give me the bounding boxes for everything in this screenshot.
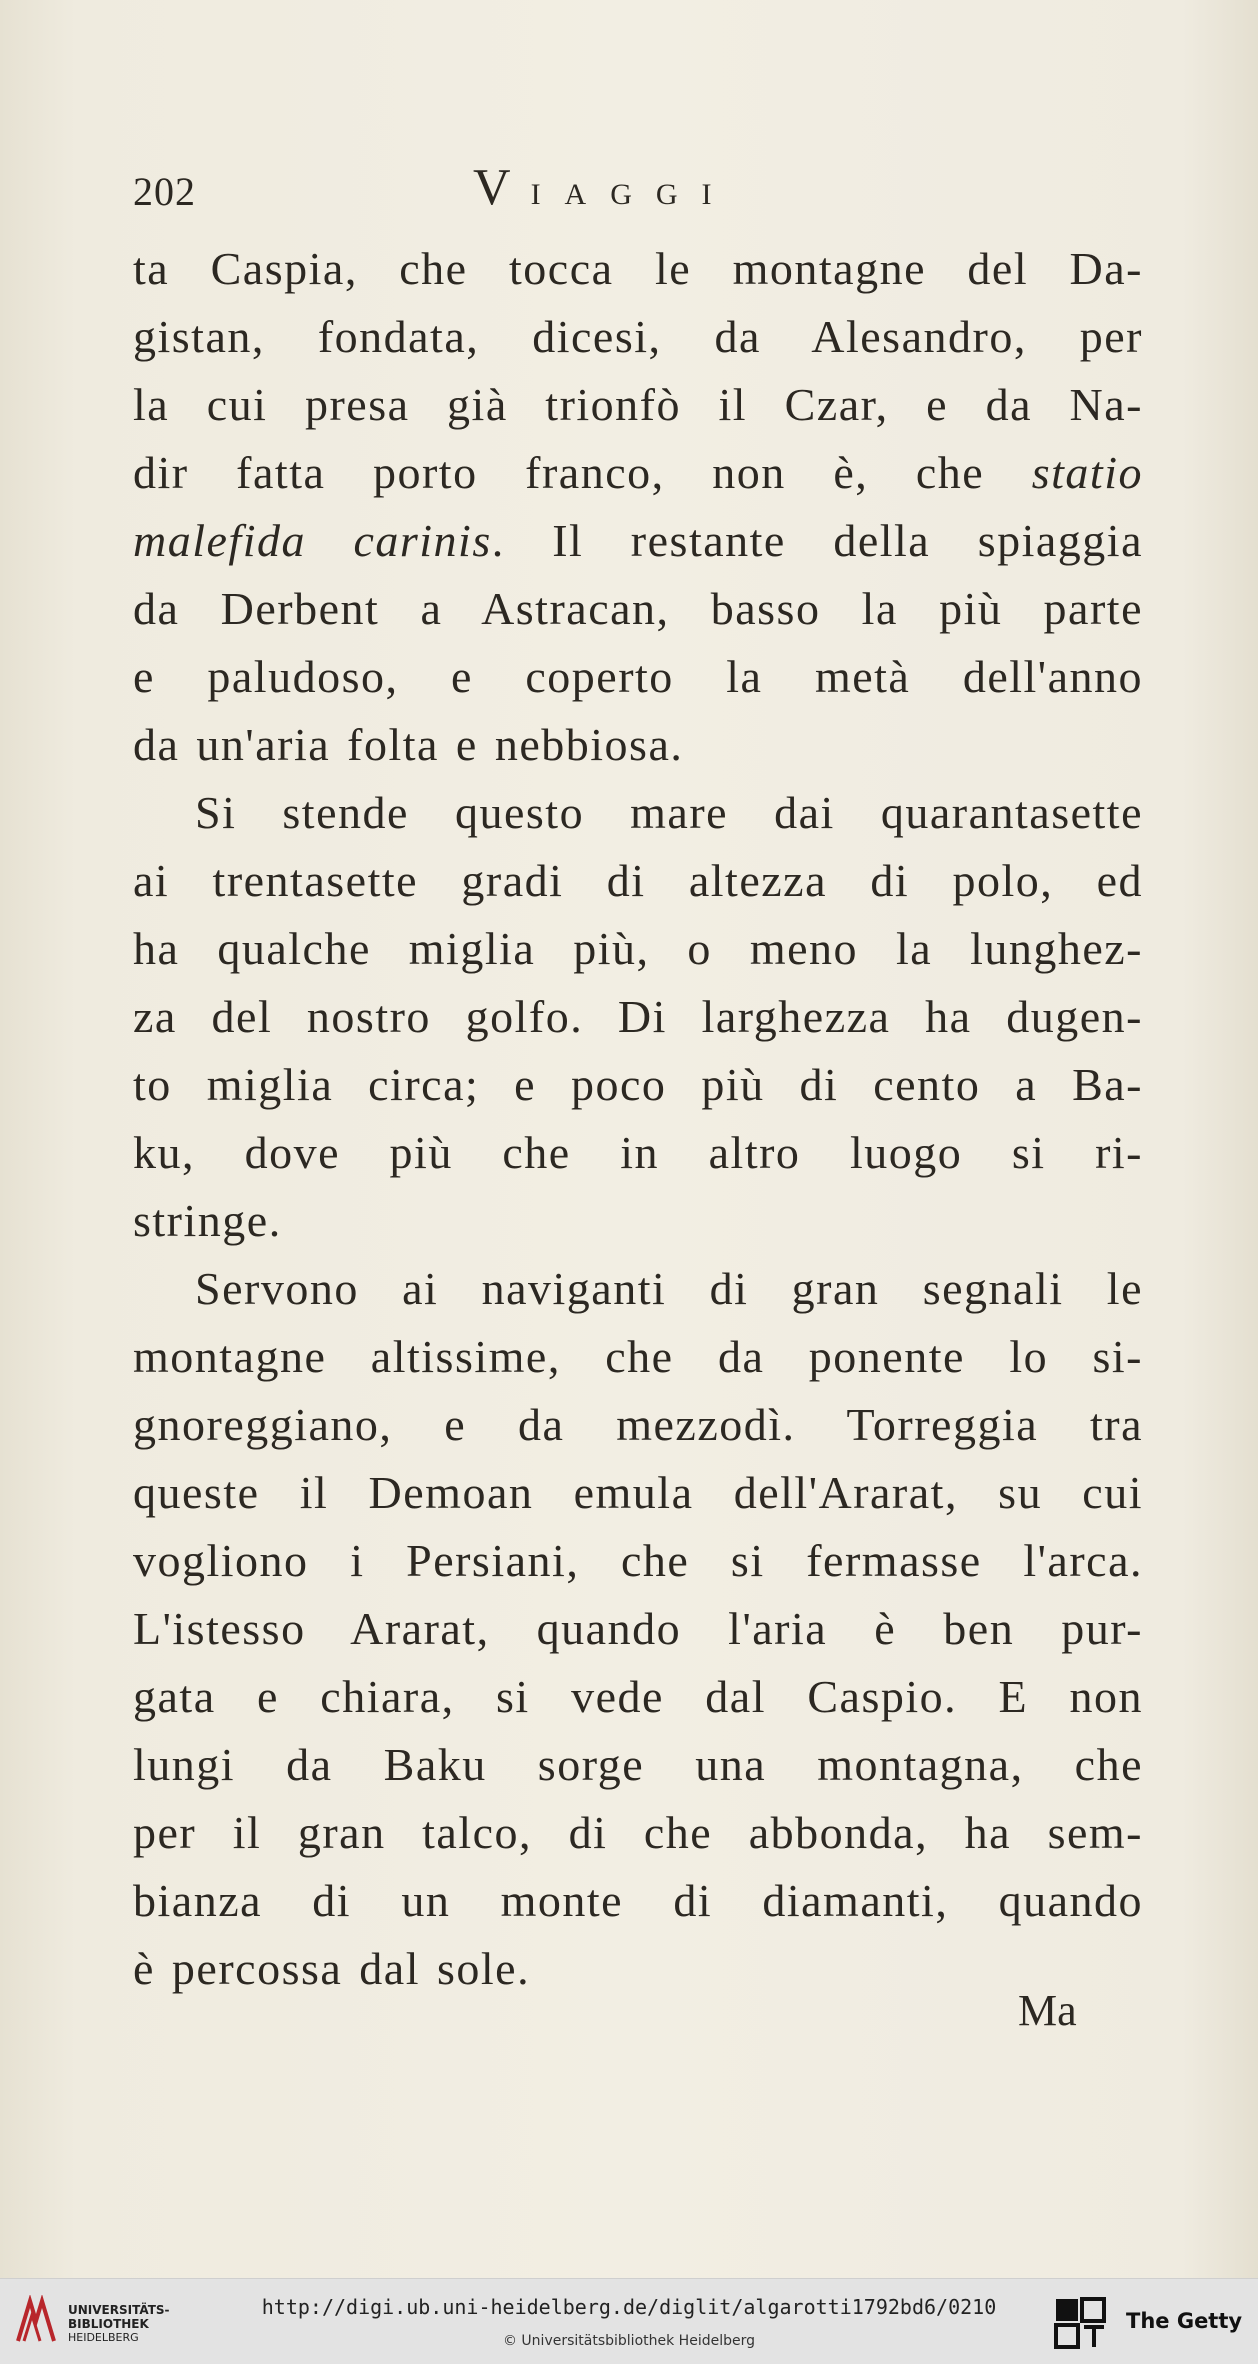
paragraph-start-line: Servono ai naviganti di gran segnali le bbox=[195, 1263, 1143, 1314]
page-header bbox=[133, 158, 1133, 218]
text-line: vogliono i Persiani, che si fermasse l'arca. bbox=[133, 1535, 1143, 1586]
text-line bbox=[133, 507, 1143, 575]
text-line: e paludoso, e coperto la metà dell'anno bbox=[133, 651, 1143, 702]
text-line: da Derbent a Astracan, basso la più parte bbox=[133, 583, 1143, 634]
text-line: la cui presa già trionfò il Czar, e da Na- bbox=[133, 379, 1143, 430]
catchword: Ma bbox=[1018, 1986, 1077, 2035]
text-line: gata e chiara, si vede dal Caspio. E non bbox=[133, 1671, 1143, 1722]
text-segment: dir fatta porto franco, non è, che bbox=[133, 447, 985, 498]
italic-latin-phrase: statio bbox=[1031, 447, 1143, 498]
paragraph-start-line: Si stende questo mare dai quarantasette bbox=[195, 787, 1143, 838]
text-segment: . Il restante della spiaggia bbox=[491, 515, 1143, 566]
text-line: per il gran talco, di che abbonda, ha sem- bbox=[133, 1807, 1143, 1858]
text-line: lungi da Baku sorge una montagna, che bbox=[133, 1739, 1143, 1790]
sponsor-logo[interactable] bbox=[1054, 2295, 1244, 2351]
text-line: montagne altissime, che da ponente lo si- bbox=[133, 1331, 1143, 1382]
sponsor-name: The Getty bbox=[1126, 2309, 1243, 2333]
viewer-footer bbox=[0, 2278, 1258, 2364]
text-line: ai trentasette gradi di altezza di polo, ed bbox=[133, 855, 1143, 906]
page-number: 202 bbox=[133, 169, 196, 214]
text-line: è percossa dal sole. bbox=[133, 1943, 531, 1994]
text-line bbox=[133, 439, 1143, 507]
text-line: bianza di un monte di diamanti, quando bbox=[133, 1875, 1143, 1926]
text-line: to miglia circa; e poco più di cento a Ba- bbox=[133, 1059, 1143, 1110]
library-name-line: UNIVERSITÄTS- bbox=[68, 2303, 170, 2317]
text-line: gistan, fondata, dicesi, da Alesandro, per bbox=[133, 311, 1143, 362]
library-name-line: HEIDELBERG bbox=[68, 2331, 139, 2344]
running-title-initial: V bbox=[473, 159, 511, 216]
body-text bbox=[133, 235, 1143, 2003]
text-line: ha qualche miglia più, o meno la lunghez- bbox=[133, 923, 1143, 974]
text-line: da un'aria folta e nebbiosa. bbox=[133, 719, 684, 770]
text-line: gnoreggiano, e da mezzodì. Torreggia tra bbox=[133, 1399, 1143, 1450]
text-line: ku, dove più che in altro luogo si ri- bbox=[133, 1127, 1143, 1178]
text-line: ta Caspia, che tocca le montagne del Da- bbox=[133, 243, 1143, 294]
italic-latin-phrase: malefida carinis bbox=[133, 515, 492, 566]
text-line: queste il Demoan emula dell'Ararat, su cui bbox=[133, 1467, 1143, 1518]
copyright-notice: © Universitätsbibliothek Heidelberg bbox=[502, 2333, 755, 2349]
running-title bbox=[473, 158, 736, 217]
text-line: L'istesso Ararat, quando l'aria è ben pur- bbox=[133, 1603, 1143, 1654]
text-line: stringe. bbox=[133, 1195, 282, 1246]
running-title-rest: IAGGI bbox=[530, 178, 736, 211]
text-line: za del nostro golfo. Di larghezza ha dugen- bbox=[133, 991, 1143, 1042]
library-name-line: BIBLIOTHEK bbox=[68, 2317, 149, 2331]
permalink-url[interactable]: http://digi.ub.uni-heidelberg.de/diglit/algarotti1792bd6/0210 bbox=[261, 2295, 997, 2319]
getty-logo-icon bbox=[1054, 2297, 1106, 2349]
